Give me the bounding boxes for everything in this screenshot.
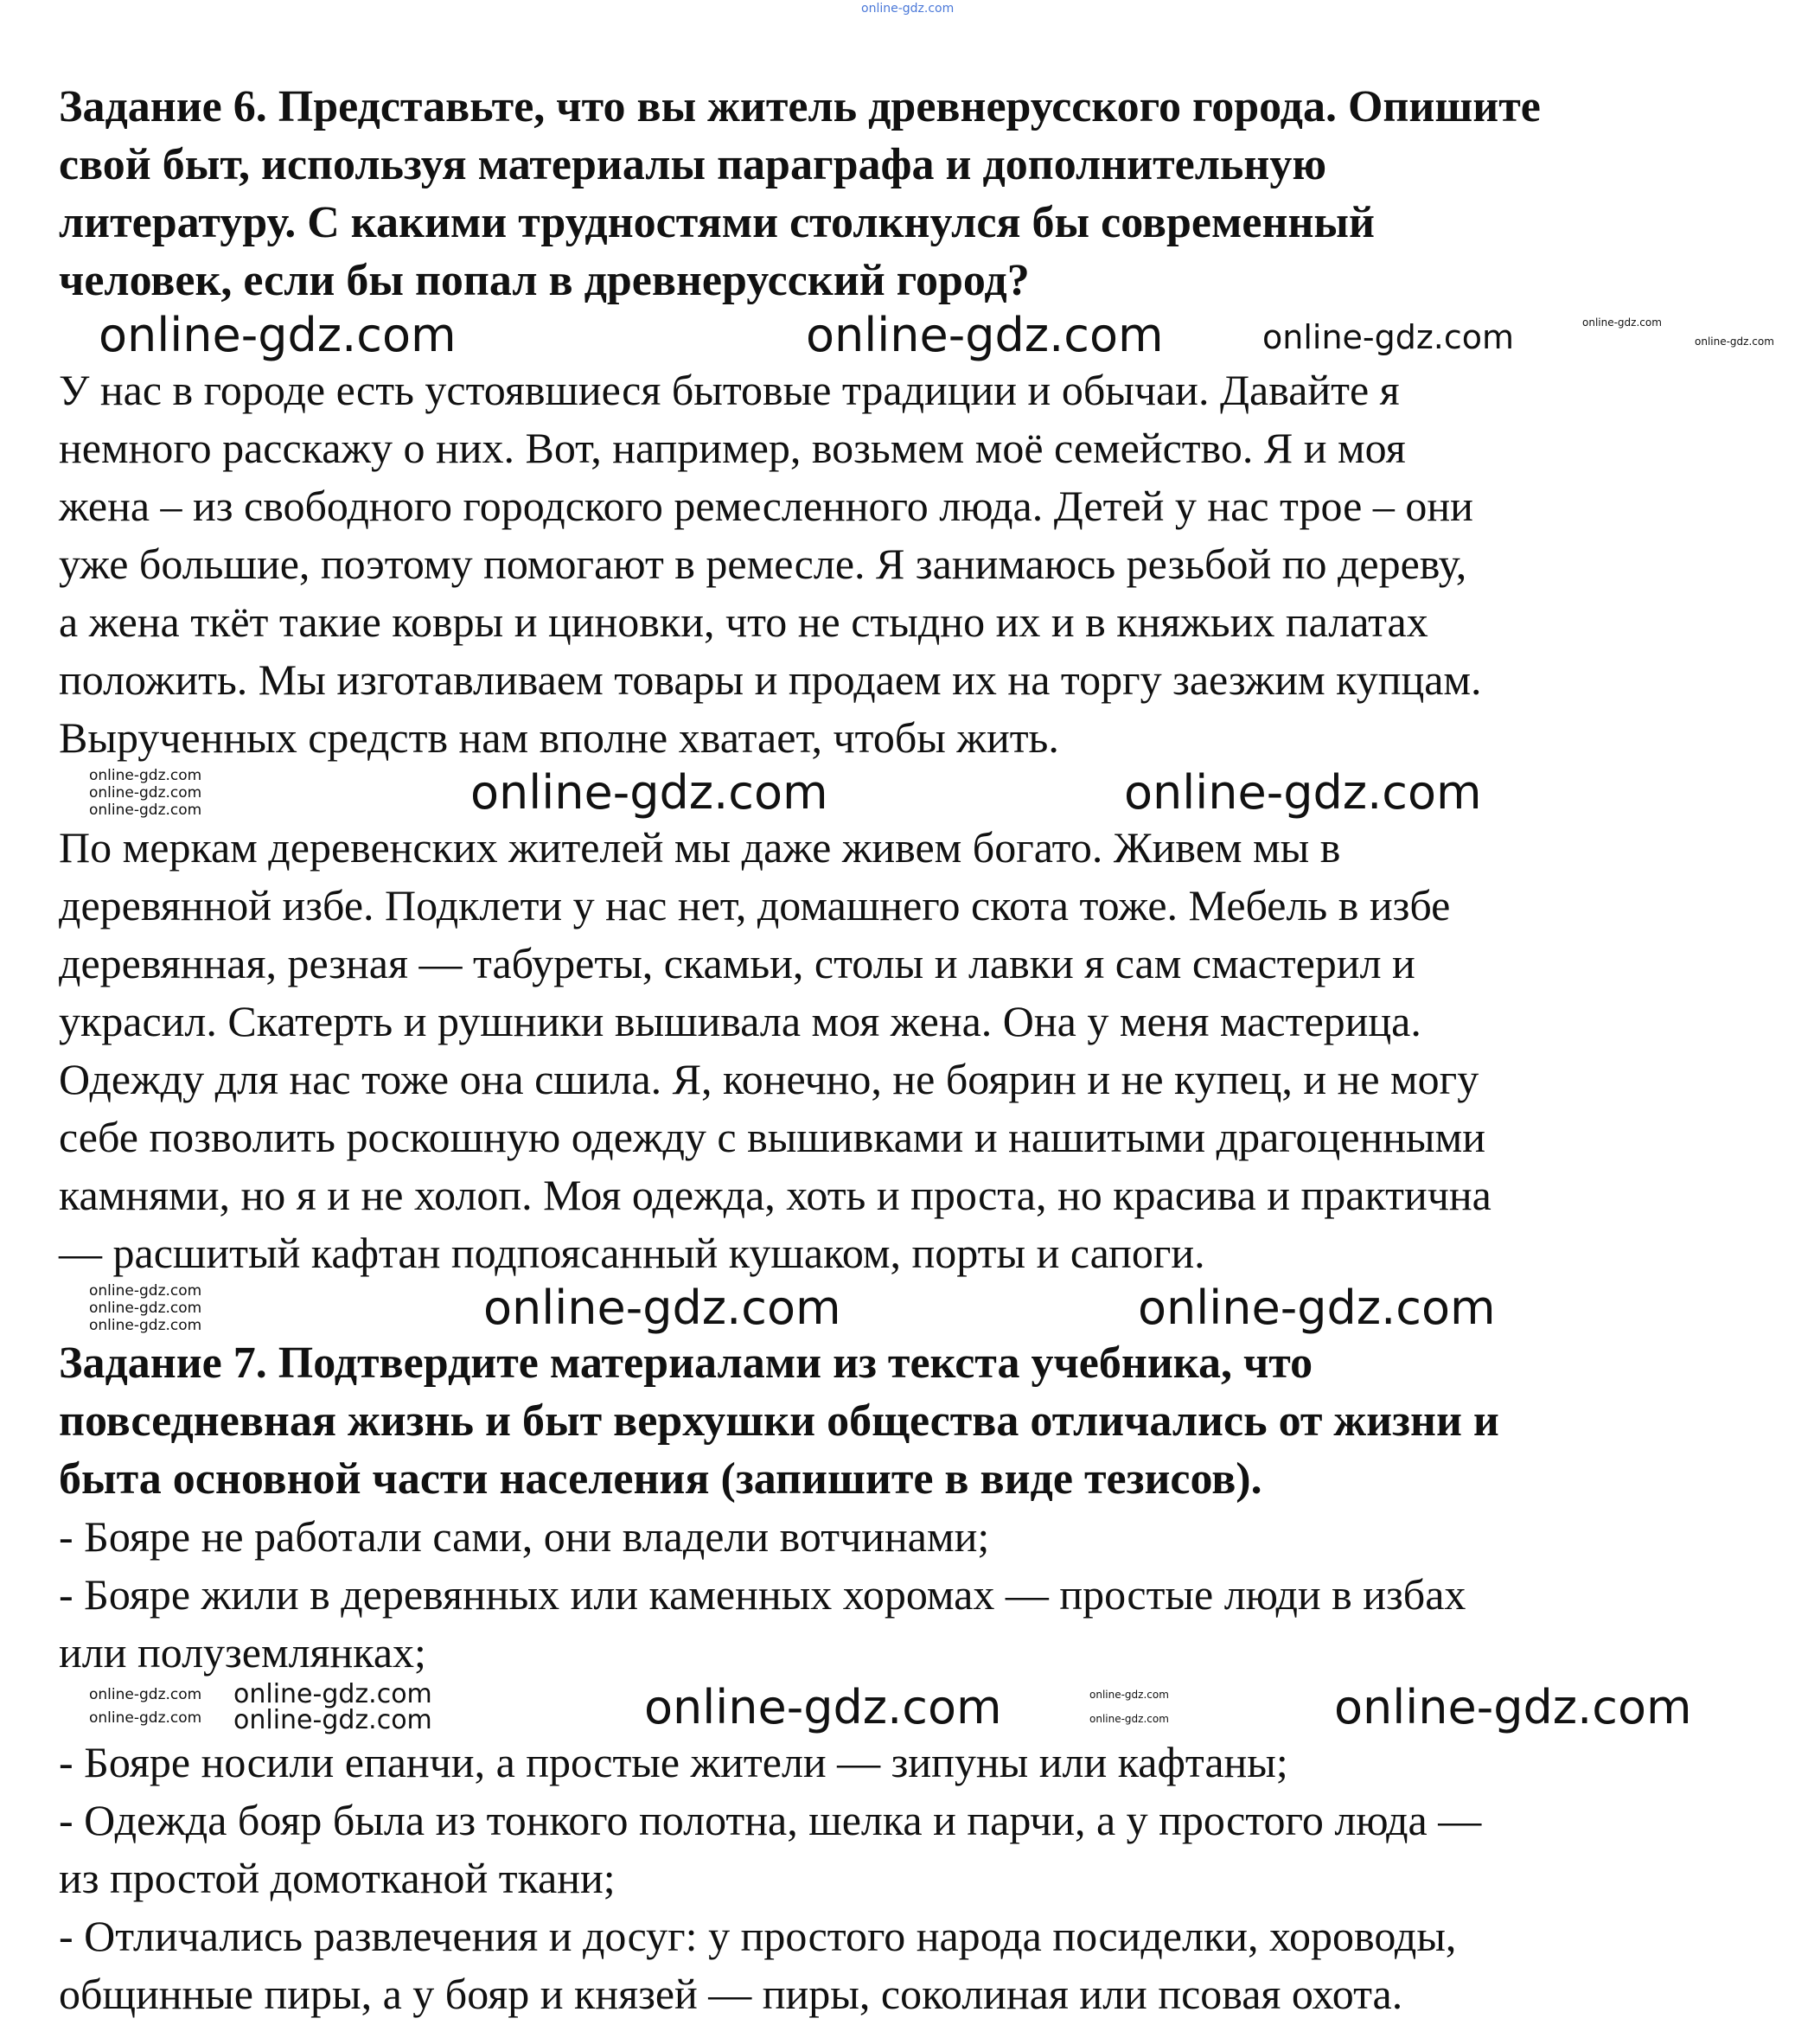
watermark: online-gdz.com	[89, 767, 202, 784]
list-line: общинные пиры, а у бояр и князей — пиры, соколиная или псовая охота.	[59, 1970, 1403, 2018]
text-line: У нас в городе есть устоявшиеся бытовые традиции и обычаи. Давайте я	[59, 366, 1400, 414]
task7-list	[0, 1508, 1814, 1682]
watermark: online-gdz.com	[483, 1281, 841, 1335]
watermark: online-gdz.com	[1695, 335, 1774, 348]
watermark: online-gdz.com	[1089, 1713, 1169, 1725]
task7-heading	[0, 1334, 1814, 1508]
watermark: online-gdz.com	[233, 1705, 432, 1735]
list-line: - Отличались развлечения и досуг: у простого народа посиделки, хороводы,	[59, 1912, 1457, 1960]
text-line: себе позволить роскошную одежду с вышивками и нашитыми драгоценными	[59, 1113, 1485, 1161]
watermark-row	[0, 310, 1814, 361]
text-line: камнями, но я и не холоп. Моя одежда, хоть и проста, но красива и практична	[59, 1171, 1491, 1219]
list-line: - Бояре носили епанчи, а простые жители — зипуны или кафтаны;	[59, 1738, 1288, 1786]
heading-line: литературу. С какими трудностями столкнулся бы современный	[59, 198, 1375, 247]
text-line: По меркам деревенских жителей мы даже живем богато. Живем мы в	[59, 823, 1341, 872]
text-line: положить. Мы изготавливаем товары и продаем их на торгу заезжим купцам.	[59, 655, 1482, 704]
heading-line: человек, если бы попал в древнерусский город?	[59, 256, 1030, 305]
watermark: online-gdz.com	[470, 765, 828, 820]
text-line: деревянная, резная — табуреты, скамьи, столы и лавки я сам смастерил и	[59, 939, 1415, 987]
watermark: online-gdz.com	[89, 784, 202, 802]
text-line: жена – из свободного городского ремесленного люда. Детей у нас трое – они	[59, 482, 1473, 530]
watermark: online-gdz.com	[89, 1317, 202, 1334]
list-line: или полуземлянках;	[59, 1628, 426, 1677]
watermark: online-gdz.com	[89, 1282, 202, 1300]
watermark: online-gdz.com	[99, 308, 457, 362]
watermark: online-gdz.com	[89, 1686, 202, 1703]
watermark-row	[0, 1679, 1814, 1735]
heading-line: Задание 6. Представьте, что вы житель древнерусского города. Опишите	[59, 82, 1541, 131]
watermark: online-gdz.com	[1124, 765, 1482, 820]
task7-list-continued	[0, 1734, 1814, 2023]
watermark: online-gdz.com	[233, 1679, 432, 1709]
task6-paragraph-1	[0, 361, 1814, 767]
heading-line: быта основной части населения (запишите в виде тезисов).	[59, 1454, 1262, 1504]
watermark: online-gdz.com	[1582, 316, 1662, 329]
watermark: online-gdz.com	[89, 802, 202, 819]
watermark: online-gdz.com	[861, 2, 955, 16]
task6-heading	[0, 78, 1814, 310]
heading-line: повседневная жизнь и быт верхушки общества отличались от жизни и	[59, 1396, 1499, 1446]
watermark: online-gdz.com	[89, 1709, 202, 1727]
heading-line: Задание 7. Подтвердите материалами из текста учебника, что	[59, 1338, 1313, 1388]
list-line: - Бояре не работали сами, они владели вотчинами;	[59, 1512, 990, 1561]
text-line: немного расскажу о них. Вот, например, возьмем моё семейство. Я и моя	[59, 424, 1406, 472]
task6-paragraph-2	[0, 819, 1814, 1282]
list-line: - Бояре жили в деревянных или каменных хоромах — простые люди в избах	[59, 1570, 1466, 1619]
watermark: online-gdz.com	[806, 308, 1164, 362]
text-line: а жена ткёт такие ковры и циновки, что не стыдно их и в княжьих палатах	[59, 597, 1428, 646]
watermark: online-gdz.com	[1334, 1680, 1692, 1734]
text-line: Одежду для нас тоже она сшила. Я, конечно, не боярин и не купец, и не могу	[59, 1055, 1479, 1103]
watermark: online-gdz.com	[1089, 1689, 1169, 1701]
watermark-row	[0, 767, 1814, 819]
watermark: online-gdz.com	[1262, 318, 1515, 356]
list-line: - Одежда бояр была из тонкого полотна, шелка и парчи, а у простого люда —	[59, 1796, 1482, 1844]
text-line: — расшитый кафтан подпоясанный кушаком, порты и сапоги.	[59, 1229, 1205, 1277]
watermark: online-gdz.com	[1138, 1281, 1496, 1335]
watermark: online-gdz.com	[644, 1680, 1002, 1734]
text-line: уже большие, поэтому помогают в ремесле. Я занимаюсь резьбой по дереву,	[59, 540, 1467, 588]
text-line: Вырученных средств нам вполне хватает, чтобы жить.	[59, 713, 1059, 762]
text-line: украсил. Скатерть и рушники вышивала моя жена. Она у меня мастерица.	[59, 997, 1421, 1045]
heading-line: свой быт, используя материалы параграфа и дополнительную	[59, 140, 1327, 189]
document	[0, 78, 1814, 2023]
watermark-row	[0, 1282, 1814, 1334]
list-line: из простой домотканой ткани;	[59, 1854, 616, 1902]
text-line: деревянной избе. Подклети у нас нет, домашнего скота тоже. Мебель в избе	[59, 881, 1451, 929]
watermark: online-gdz.com	[89, 1300, 202, 1317]
